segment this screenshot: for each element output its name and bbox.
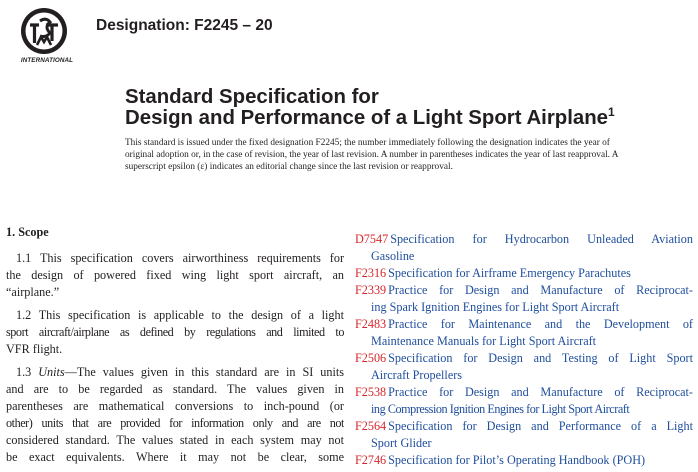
reference-code-link[interactable]: F2746 [355, 453, 387, 467]
reference-line [355, 316, 693, 333]
reference-code-link[interactable]: F2564 [355, 419, 387, 433]
logo-org-label: INTERNATIONAL [20, 57, 74, 64]
title-footnote-marker[interactable]: 1 [608, 105, 615, 119]
notice-line: original adoption or, in the case of revision, the year of last revision. A number in parentheses indicates the year of last reapproval. A [125, 149, 619, 160]
scope-paragraph-1-3 [6, 364, 344, 466]
para-line: sport aircraft/airplane as defined by regulations and limited to [6, 325, 344, 339]
reference-line [355, 265, 693, 282]
reference-title-link[interactable]: Specification for Hydrocarbon Unleaded Aviation [390, 232, 693, 246]
reference-line [355, 350, 693, 367]
units-term: Units [38, 365, 65, 379]
reference-title-link[interactable]: Gasoline [371, 249, 415, 263]
title-line-2 [125, 105, 615, 129]
reference-item[interactable] [355, 316, 693, 350]
reference-code-link[interactable]: F2339 [355, 283, 387, 297]
reference-line [355, 384, 693, 401]
para-line: 1.2 This specification is applicable to the design of a light [16, 308, 344, 322]
reference-item[interactable] [355, 231, 693, 265]
para-line-text: —The values given in this standard are in SI units [64, 365, 344, 379]
reference-title-link[interactable]: Practice for Maintenance and the Development of [388, 317, 693, 331]
reference-item[interactable] [355, 350, 693, 384]
notice-line: superscript epsilon (ε) indicates an editorial change since the last revision or reapproval. [125, 161, 453, 172]
reference-code-link[interactable]: F2316 [355, 266, 387, 280]
reference-code-link[interactable]: F2483 [355, 317, 387, 331]
para-line: considered standard. The values stated in each system may not [6, 433, 344, 447]
reference-title-link[interactable]: Sport Glider [371, 436, 432, 450]
astm-logo-mark [6, 7, 82, 59]
notice-line: This standard is issued under the fixed designation F2245; the number immediately following the designation indicates the year of [125, 138, 610, 148]
para-line: “airplane.” [6, 285, 60, 299]
reference-title-link[interactable]: Specification for Design and Testing of Light Sport [388, 351, 693, 365]
section-heading: 1. Scope [6, 225, 49, 239]
para-number: 1.3 [16, 365, 32, 379]
reference-code-link[interactable]: F2538 [355, 385, 387, 399]
scope-section [6, 225, 344, 472]
para-line: be exact equivalents. Where it may not be clear, some [6, 450, 344, 464]
reference-title-link[interactable]: Specification for Airframe Emergency Parachutes [388, 266, 631, 280]
astm-logo [6, 7, 82, 67]
scope-paragraph-1-1 [6, 250, 344, 301]
para-line: other) units that are provided for information only and are not [6, 416, 344, 430]
title-line-1: Standard Specification for [125, 86, 379, 108]
reference-title-link[interactable]: Aircraft Propellers [371, 368, 463, 382]
reference-line [355, 231, 693, 248]
reference-title-link[interactable]: Practice for Design and Manufacture of Reciprocat- [388, 385, 693, 399]
reference-title-link[interactable]: Maintenance Manuals for Light Sport Aircraft [371, 334, 597, 348]
para-line: parentheses are mathematical conversions to inch-pound (or [6, 399, 344, 413]
reference-code-link[interactable]: F2506 [355, 351, 387, 365]
reference-item[interactable] [355, 265, 693, 282]
reference-line [355, 452, 693, 469]
reference-item[interactable] [355, 282, 693, 316]
reference-title-link[interactable]: Specification for Pilot’s Operating Handbook (POH) [388, 453, 646, 467]
para-line: 1.1 This specification covers airworthiness requirements for [16, 251, 344, 265]
para-line: the design of powered fixed wing light sport aircraft, an [6, 268, 344, 282]
reference-title-link[interactable]: ing Compression Ignition Engines for Light Sport Aircraft [371, 402, 630, 416]
reference-item[interactable] [355, 418, 693, 452]
referenced-documents [355, 231, 693, 469]
designation: Designation: F2245 – 20 [96, 17, 273, 34]
reference-title-link[interactable]: ing Spark Ignition Engines for Light Sport Aircraft [371, 300, 620, 314]
reference-line [355, 418, 693, 435]
reference-item[interactable] [355, 384, 693, 418]
reference-code-link[interactable]: D7547 [355, 232, 389, 246]
para-line [6, 364, 344, 381]
reference-item[interactable] [355, 452, 693, 469]
issuance-notice [125, 138, 690, 173]
para-line: and are to be regarded as standard. The values given in [6, 382, 344, 396]
reference-line [355, 282, 693, 299]
para-line: VFR flight. [6, 342, 63, 356]
document-title [125, 87, 615, 129]
title-line-2-text: Design and Performance of a Light Sport Airplane [125, 107, 609, 129]
reference-title-link[interactable]: Practice for Design and Manufacture of Reciprocat- [388, 283, 693, 297]
reference-title-link[interactable]: Specification for Design and Performance of a Light [388, 419, 693, 433]
scope-paragraph-1-2 [6, 307, 344, 358]
